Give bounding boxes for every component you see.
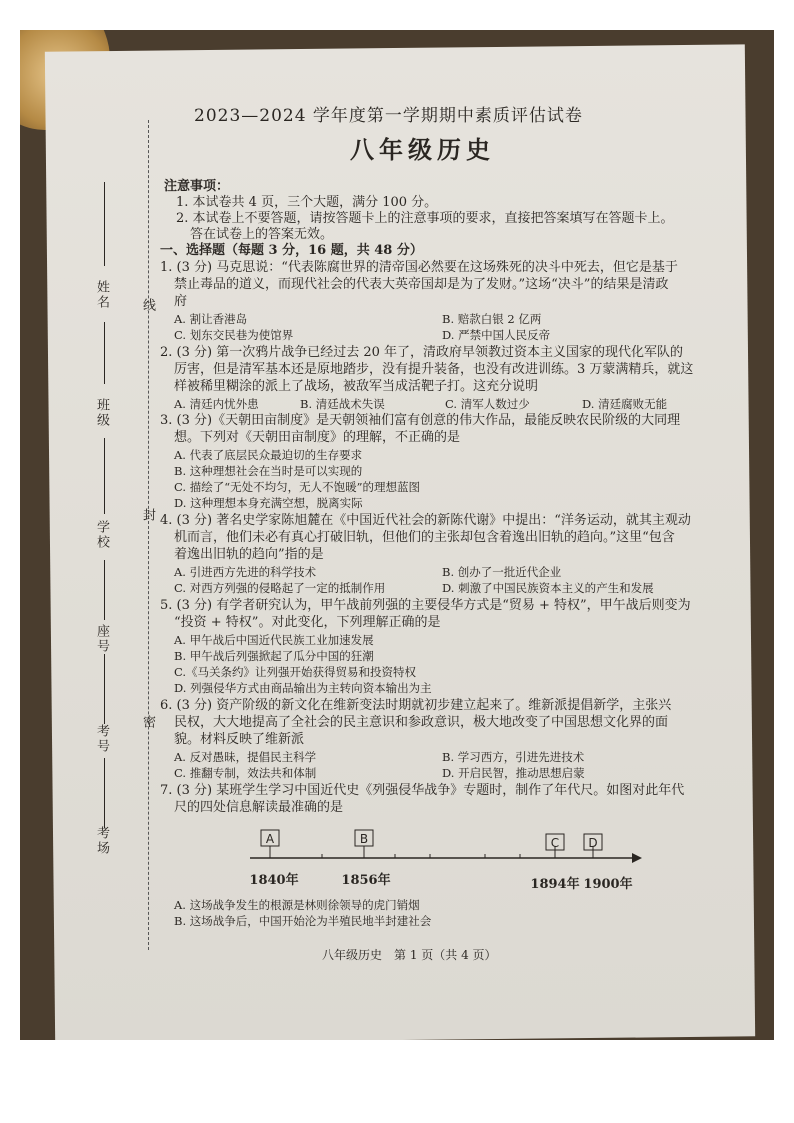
timeline-year-1856: 1856年 bbox=[341, 873, 391, 888]
q1-option-c: C. 划东交民巷为使馆界 bbox=[174, 328, 294, 342]
timeline-year-1894: 1894年 bbox=[530, 877, 580, 892]
q3-line-2: 想。下列对《天朝田亩制度》的理解，不正确的是 bbox=[174, 430, 461, 445]
q7-line-2: 尺的四处信息解读最准确的是 bbox=[174, 800, 344, 815]
q5-option-c: C.《马关条约》让列强开始获得贸易和投资特权 bbox=[174, 665, 417, 679]
q4-option-d: D. 刺激了中国民族资本主义的产生和发展 bbox=[442, 581, 654, 595]
notes-item-2: 2. 本试卷上不要答题，请按答题卡上的注意事项的要求，直接把答案填写在答题卡上。 bbox=[176, 211, 674, 226]
q3-line-1: 3. (3 分)《天朝田亩制度》是天朝领袖们富有创意的伟大作品，最能反映农民阶级的大同理 bbox=[160, 413, 681, 428]
name-line bbox=[104, 182, 105, 266]
timeline-label-a: A bbox=[265, 832, 275, 846]
q4-line-3: 着逸出旧轨的趋向”指的是 bbox=[174, 547, 324, 562]
q2-option-d: D. 清廷腐败无能 bbox=[582, 397, 668, 411]
timeline-label-b: B bbox=[359, 832, 369, 846]
q2-line-2: 厉害，但是清军基本还是原地踏步，没有提升装备，也没有改进训练。3 万蒙满精兵，就这 bbox=[174, 362, 694, 377]
q4-option-a: A. 引进西方先进的科学技术 bbox=[174, 565, 317, 579]
binding-dashed-line bbox=[148, 120, 149, 950]
q6-option-b: B. 学习西方，引进先进技术 bbox=[442, 750, 585, 764]
q7-option-b: B. 这场战争后，中国开始沦为半殖民地半封建社会 bbox=[174, 914, 432, 928]
q2-option-c: C. 清军人数过少 bbox=[445, 397, 530, 411]
q6-line-2: 民权，大大地提高了全社会的民主意识和参政意识，极大地改变了中国思想文化界的面 bbox=[174, 715, 669, 730]
name-label: 姓名 bbox=[94, 280, 109, 310]
exam-no-label: 考号 bbox=[94, 724, 109, 754]
q4-option-b: B. 创办了一批近代企业 bbox=[442, 565, 562, 579]
q5-line-2: “投资 + 特权”。对此变化，下列理解正确的是 bbox=[174, 615, 441, 630]
section-heading: 一、选择题（每题 3 分，16 题，共 48 分） bbox=[160, 243, 423, 258]
q3-option-b: B. 这种理想社会在当时是可以实现的 bbox=[174, 464, 363, 478]
school-label: 学校 bbox=[94, 520, 109, 550]
class-label: 班级 bbox=[94, 398, 109, 428]
q1-line-1: 1. (3 分) 马克思说：“代表陈腐世界的清帝国必然要在这场殊死的决斗中死去，但它是基于 bbox=[160, 260, 678, 275]
q6-line-1: 6. (3 分) 资产阶级的新文化在维新变法时期就初步建立起来了。维新派提倡新学，主张兴 bbox=[160, 698, 672, 713]
q3-option-c: C. 描绘了“无处不均匀，无人不饱暖”的理想蓝图 bbox=[174, 480, 420, 494]
school-line bbox=[104, 438, 105, 514]
q7-line-1: 7. (3 分) 某班学生学习中国近代史《列强侵华战争》专题时，制作了年代尺。如图对此年代 bbox=[160, 783, 685, 798]
q1-option-a: A. 割让香港岛 bbox=[174, 312, 248, 326]
q6-option-a: A. 反对愚昧，提倡民主科学 bbox=[174, 750, 317, 764]
timeline-label-d: D bbox=[588, 836, 598, 850]
notes-item-1: 1. 本试卷共 4 页，三个大题，满分 100 分。 bbox=[176, 195, 438, 210]
q2-option-a: A. 清廷内忧外患 bbox=[174, 397, 259, 411]
q5-line-1: 5. (3 分) 有学者研究认为，甲午战前列强的主要侵华方式是“贸易 + 特权”，甲午战后则变为 bbox=[160, 598, 691, 613]
binding-line-mark: 线 bbox=[140, 298, 155, 313]
room-line bbox=[104, 758, 105, 828]
timeline-year-1900: 1900年 bbox=[583, 877, 633, 892]
q2-option-b: B. 清廷战术失误 bbox=[300, 397, 385, 411]
timeline-year-1840: 1840年 bbox=[249, 873, 299, 888]
q4-line-1: 4. (3 分) 著名史学家陈旭麓在《中国近代社会的新陈代谢》中提出：“洋务运动，就其主观动 bbox=[160, 513, 691, 528]
binding-seal-mark: 封 bbox=[140, 508, 155, 523]
q3-option-a: A. 代表了底层民众最迫切的生存要求 bbox=[174, 448, 363, 462]
q2-line-3: 样被稀里糊涂的派上了战场，被敌军当成活靶子打。这充分说明 bbox=[174, 379, 539, 394]
q1-line-3: 府 bbox=[174, 294, 188, 309]
seat-label: 座号 bbox=[94, 624, 109, 654]
q4-option-c: C. 对西方列强的侵略起了一定的抵制作用 bbox=[174, 581, 386, 595]
q2-line-1: 2. (3 分) 第一次鸦片战争已经过去 20 年了，清政府早领教过资本主义国家的现代化军队的 bbox=[160, 345, 684, 360]
room-label: 考场 bbox=[94, 826, 109, 856]
notes-item-2b: 答在试卷上的答案无效。 bbox=[190, 227, 334, 242]
q1-line-2: 禁止毒品的道义，而现代社会的代表大英帝国却是为了发财。”这场“决斗”的结果是清政 bbox=[174, 277, 669, 292]
q7-option-a: A. 这场战争发生的根源是林则徐领导的虎门销烟 bbox=[174, 898, 420, 912]
exam-subtitle: 八年级历史 bbox=[350, 135, 495, 164]
exam-title: 2023—2024 学年度第一学期期中素质评估试卷 bbox=[194, 106, 583, 126]
q3-option-d: D. 这种理想本身充满空想，脱离实际 bbox=[174, 496, 363, 510]
class-line bbox=[104, 322, 105, 384]
q6-line-3: 貌。材料反映了维新派 bbox=[174, 732, 305, 747]
timeline-label-c: C bbox=[550, 836, 560, 850]
binding-secret-mark: 密 bbox=[140, 715, 155, 730]
q5-option-a: A. 甲午战后中国近代民族工业加速发展 bbox=[174, 633, 374, 647]
seat-line bbox=[104, 560, 105, 620]
exam-no-line bbox=[104, 654, 105, 724]
timeline-ruler bbox=[240, 826, 660, 894]
page-footer: 八年级历史 第 1 页（共 4 页） bbox=[322, 948, 497, 962]
q5-option-b: B. 甲午战后列强掀起了瓜分中国的狂潮 bbox=[174, 649, 374, 663]
q6-option-c: C. 推翻专制，效法共和体制 bbox=[174, 766, 317, 780]
q4-line-2: 机而言，他们未必有真心打破旧轨，但他们的主张却包含着逸出旧轨的趋向。”这里“包含 bbox=[174, 530, 675, 545]
q6-option-d: D. 开启民智，推动思想启蒙 bbox=[442, 766, 585, 780]
q5-option-d: D. 列强侵华方式由商品输出为主转向资本输出为主 bbox=[174, 681, 432, 695]
q1-option-b: B. 赔款白银 2 亿两 bbox=[442, 312, 542, 326]
notes-heading: 注意事项： bbox=[164, 179, 230, 194]
q1-option-d: D. 严禁中国人民反帝 bbox=[442, 328, 551, 342]
